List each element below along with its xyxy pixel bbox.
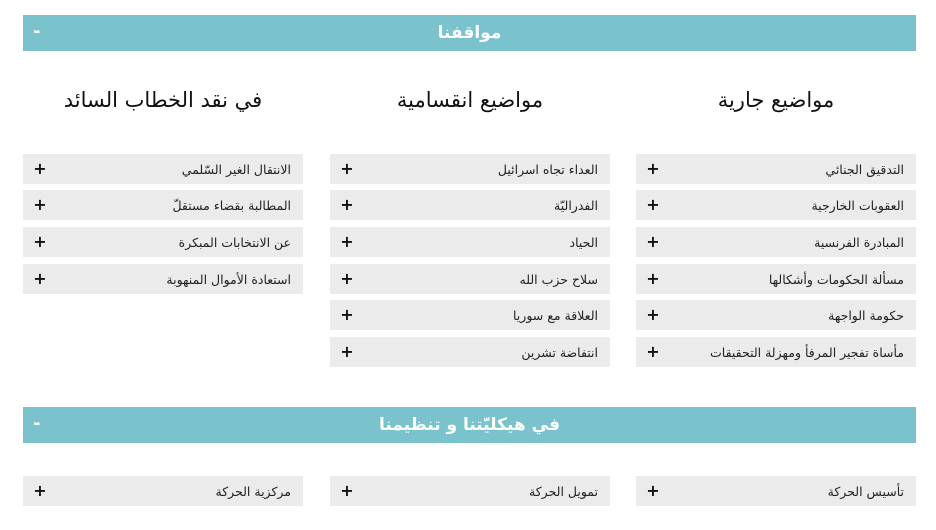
column-title-current-topics: مواضيع جارية <box>717 88 835 112</box>
plus-icon[interactable]: + <box>33 159 47 178</box>
accordion-item-label: تأسيس الحركة <box>827 483 904 499</box>
section-header-structure[interactable] <box>23 407 916 443</box>
accordion-item[interactable] <box>23 227 303 257</box>
accordion-item-label: استعادة الأموال المنهوبة <box>166 271 291 287</box>
plus-icon[interactable]: + <box>33 195 47 214</box>
accordion-item[interactable] <box>330 154 610 184</box>
plus-icon[interactable]: + <box>646 232 660 251</box>
section-title-positions: مواقفنا <box>437 23 502 43</box>
collapse-icon[interactable]: - <box>33 21 41 42</box>
accordion-item[interactable] <box>23 476 303 506</box>
accordion-item-label: الحياد <box>569 234 598 250</box>
plus-icon[interactable]: + <box>340 305 354 324</box>
accordion-item-label: المبادرة الفرنسية <box>814 234 904 250</box>
accordion-item-label: عن الانتخابات المبكرة <box>178 234 291 250</box>
accordion-item-label: العداء تجاه اسرائيل <box>497 161 598 177</box>
plus-icon[interactable]: + <box>340 195 354 214</box>
plus-icon[interactable]: + <box>340 481 354 500</box>
plus-icon[interactable]: + <box>33 269 47 288</box>
section-header-positions[interactable] <box>23 15 916 51</box>
section-title-structure: في هيكليّتنا و تنظيمنا <box>379 415 560 435</box>
accordion-item-label: تمويل الحركة <box>529 483 598 499</box>
column-title-divisive-topics: مواضيع انقسامية <box>396 88 544 112</box>
plus-icon[interactable]: + <box>646 481 660 500</box>
accordion-item-label: العقوبات الخارجية <box>811 197 904 213</box>
accordion-item[interactable] <box>330 300 610 330</box>
accordion-item-label: مركزية الحركة <box>215 483 291 499</box>
plus-icon[interactable]: + <box>646 195 660 214</box>
accordion-item-label: مأساة تفجير المرفأ ومهزلة التحقيقات <box>710 344 904 360</box>
accordion-item[interactable] <box>636 190 916 220</box>
accordion-item-label: حكومة الواجهة <box>828 307 904 323</box>
plus-icon[interactable]: + <box>33 232 47 251</box>
plus-icon[interactable]: + <box>33 481 47 500</box>
plus-icon[interactable]: + <box>646 269 660 288</box>
accordion-item[interactable] <box>330 190 610 220</box>
plus-icon[interactable]: + <box>340 342 354 361</box>
accordion-item[interactable] <box>23 264 303 294</box>
accordion-item[interactable] <box>636 300 916 330</box>
accordion-item[interactable] <box>23 154 303 184</box>
plus-icon[interactable]: + <box>340 269 354 288</box>
accordion-item[interactable] <box>330 227 610 257</box>
plus-icon[interactable]: + <box>646 305 660 324</box>
accordion-item-label: مسألة الحكومات وأشكالها <box>768 271 904 287</box>
accordion-item-label: التدقيق الجنائي <box>825 161 904 177</box>
accordion-item[interactable] <box>636 337 916 367</box>
accordion-item[interactable] <box>636 154 916 184</box>
accordion-item[interactable] <box>330 476 610 506</box>
plus-icon[interactable]: + <box>340 159 354 178</box>
accordion-item-label: الانتقال الغير السّلمي <box>181 161 291 177</box>
accordion-item[interactable] <box>330 264 610 294</box>
accordion-item[interactable] <box>23 190 303 220</box>
accordion-item-label: العلاقة مع سوريا <box>513 307 598 323</box>
accordion-item[interactable] <box>636 476 916 506</box>
plus-icon[interactable]: + <box>646 159 660 178</box>
column-title-critique: في نقد الخطاب السائد <box>63 88 263 112</box>
plus-icon[interactable]: + <box>340 232 354 251</box>
accordion-item-label: الفدراليّة <box>554 197 598 213</box>
accordion-item[interactable] <box>636 264 916 294</box>
accordion-item-label: المطالبة بقضاء مستقلّ <box>172 197 291 213</box>
accordion-item-label: سلاح حزب الله <box>519 271 598 287</box>
plus-icon[interactable]: + <box>646 342 660 361</box>
accordion-item[interactable] <box>330 337 610 367</box>
collapse-icon[interactable]: - <box>33 413 41 434</box>
accordion-item-label: انتفاضة تشرين <box>521 344 598 360</box>
accordion-item[interactable] <box>636 227 916 257</box>
